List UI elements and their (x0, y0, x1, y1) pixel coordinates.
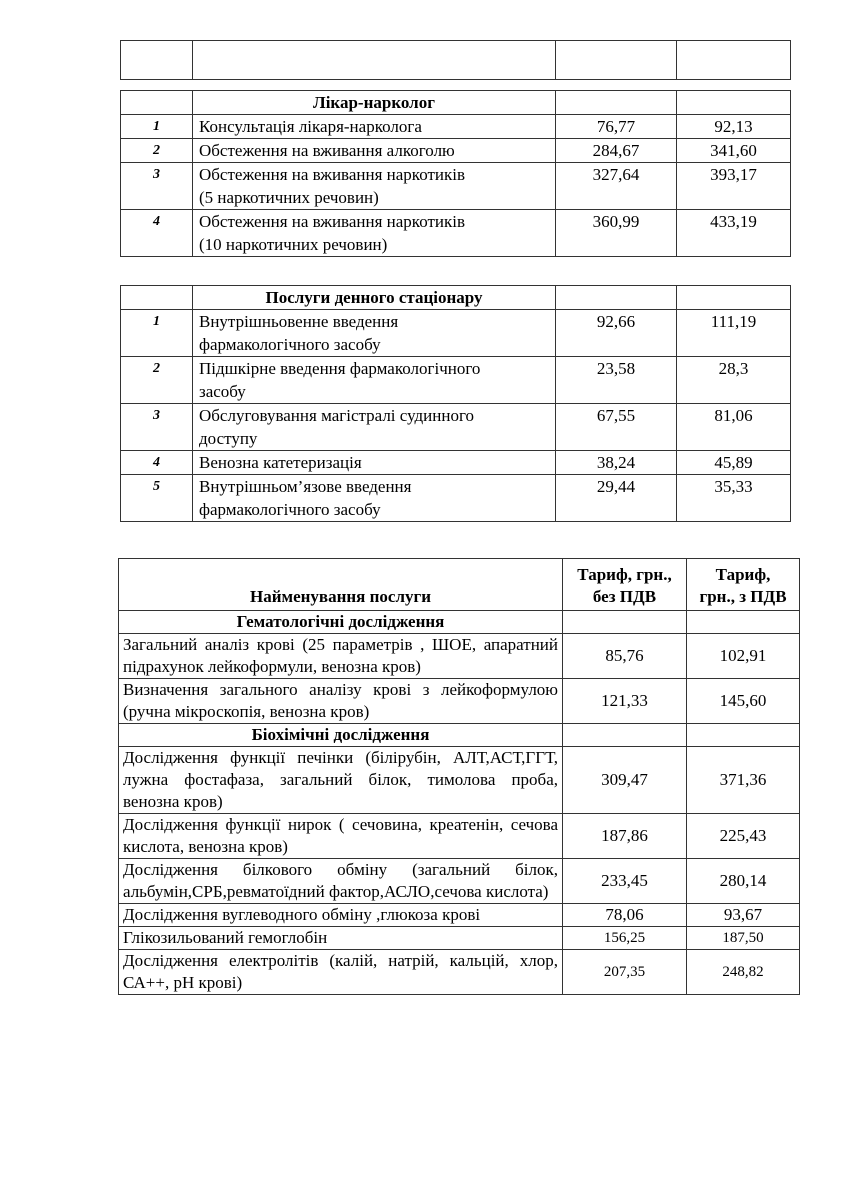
price-with-vat: 187,50 (687, 927, 800, 950)
table-row (119, 904, 800, 927)
lab-tests-table (118, 558, 800, 995)
price-with-vat: 280,14 (687, 859, 800, 904)
service-name: Венозна катетеризація (193, 451, 556, 475)
service-name: Консультація лікаря-нарколога (193, 115, 556, 139)
price: 327,64 (556, 163, 677, 210)
header-line: Тариф, грн., (577, 565, 672, 584)
table-row (121, 139, 791, 163)
price: 360,99 (556, 210, 677, 257)
service-name: Дослідження функції нирок ( сечовина, креатенін, сечова кислота, венозна кров) (119, 814, 563, 859)
row-number: 5 (121, 475, 193, 522)
price-with-vat: 341,60 (677, 139, 791, 163)
price-with-vat: 35,33 (677, 475, 791, 522)
table-row (121, 310, 791, 357)
row-number: 4 (121, 210, 193, 257)
service-name (193, 210, 556, 257)
column-header-name: Найменування послуги (119, 559, 563, 611)
price: 207,35 (563, 950, 687, 995)
table-row (121, 41, 791, 80)
service-name-line: Внутрішньом’язове введення (199, 477, 412, 496)
price: 29,44 (556, 475, 677, 522)
header-line: грн., з ПДВ (699, 587, 787, 606)
price-with-vat: 92,13 (677, 115, 791, 139)
table-row (119, 814, 800, 859)
service-name: Обстеження на вживання алкоголю (193, 139, 556, 163)
section-header-row (119, 724, 800, 747)
price: 156,25 (563, 927, 687, 950)
day-hospital-table (120, 285, 791, 522)
header-line: без ПДВ (592, 587, 657, 606)
row-number: 2 (121, 357, 193, 404)
service-name-line: засобу (199, 382, 246, 401)
service-name (193, 163, 556, 210)
service-name: Загальний аналіз крові (25 параметрів , ШОЕ, апаратний підрахунок лейкоформули, венозна кров) (119, 634, 563, 679)
service-name: Глікозильований гемоглобін (119, 927, 563, 950)
empty-cell (121, 41, 193, 80)
price-with-vat: 45,89 (677, 451, 791, 475)
service-name-line: Обслуговування магістралі судинного (199, 406, 475, 425)
service-name-line: (5 наркотичних речовин) (199, 188, 379, 207)
service-name-line: Обстеження на вживання наркотиків (199, 165, 466, 184)
table-row (121, 404, 791, 451)
row-number: 1 (121, 310, 193, 357)
table-row (121, 210, 791, 257)
column-header-tariff-vat (687, 559, 800, 611)
price-with-vat: 225,43 (687, 814, 800, 859)
empty-cell (677, 41, 791, 80)
empty-cell (556, 41, 677, 80)
service-name-line: доступу (199, 429, 258, 448)
service-name: Дослідження електролітів (калій, натрій, кальцій, хлор, СА++, рН крові) (119, 950, 563, 995)
price: 85,76 (563, 634, 687, 679)
section-header-row (121, 286, 791, 310)
service-name: Дослідження вуглеводного обміну ,глюкоза крові (119, 904, 563, 927)
table-row (121, 115, 791, 139)
price-with-vat: 248,82 (687, 950, 800, 995)
service-name (193, 404, 556, 451)
table-row (121, 357, 791, 404)
table-row (119, 950, 800, 995)
table-row (121, 475, 791, 522)
price: 92,66 (556, 310, 677, 357)
price-with-vat: 371,36 (687, 747, 800, 814)
narcologist-table (120, 90, 791, 257)
price-with-vat: 393,17 (677, 163, 791, 210)
section-title: Послуги денного стаціонару (193, 286, 556, 310)
service-name-line: фармакологічного засобу (199, 500, 381, 519)
price: 284,67 (556, 139, 677, 163)
price-with-vat: 433,19 (677, 210, 791, 257)
price: 23,58 (556, 357, 677, 404)
price: 121,33 (563, 679, 687, 724)
section-title: Біохімічні дослідження (119, 724, 563, 747)
price: 38,24 (556, 451, 677, 475)
price-with-vat: 93,67 (687, 904, 800, 927)
price: 78,06 (563, 904, 687, 927)
row-number: 3 (121, 163, 193, 210)
header-line: Тариф, (715, 565, 771, 584)
row-number: 1 (121, 115, 193, 139)
price-with-vat: 102,91 (687, 634, 800, 679)
service-name (193, 475, 556, 522)
service-name-line: (10 наркотичних речовин) (199, 235, 388, 254)
service-name-line: фармакологічного засобу (199, 335, 381, 354)
price-with-vat: 111,19 (677, 310, 791, 357)
table-row (119, 859, 800, 904)
service-name-line: Підшкірне введення фармакологічного (199, 359, 481, 378)
table-row (121, 163, 791, 210)
previous-table-fragment (120, 40, 791, 80)
service-name: Дослідження функції печінки (білірубін, АЛТ,АСТ,ГГТ, лужна фостафаза, загальний білок, тимолова проба, венозна кров) (119, 747, 563, 814)
service-name: Дослідження білкового обміну (загальний білок, альбумін,СРБ,ревматоїдний фактор,АСЛО,сечова кислота) (119, 859, 563, 904)
price: 187,86 (563, 814, 687, 859)
column-header-tariff (563, 559, 687, 611)
service-name (193, 357, 556, 404)
row-number: 3 (121, 404, 193, 451)
section-title: Лікар-нарколог (193, 91, 556, 115)
service-name (193, 310, 556, 357)
price: 233,45 (563, 859, 687, 904)
row-number: 4 (121, 451, 193, 475)
section-header-row (121, 91, 791, 115)
price: 67,55 (556, 404, 677, 451)
price: 76,77 (556, 115, 677, 139)
header-row (119, 559, 800, 611)
service-name: Визначення загального аналізу крові з лейкоформулою (ручна мікроскопія, венозна кров) (119, 679, 563, 724)
service-name-line: Внутрішньовенне введення (199, 312, 399, 331)
table-row (119, 927, 800, 950)
table-row (119, 679, 800, 724)
section-title: Гематологічні дослідження (119, 611, 563, 634)
price-with-vat: 145,60 (687, 679, 800, 724)
price-with-vat: 81,06 (677, 404, 791, 451)
price-with-vat: 28,3 (677, 357, 791, 404)
row-number: 2 (121, 139, 193, 163)
table-row (119, 634, 800, 679)
empty-cell (193, 41, 556, 80)
table-row (121, 451, 791, 475)
service-name-line: Обстеження на вживання наркотиків (199, 212, 466, 231)
price: 309,47 (563, 747, 687, 814)
table-row (119, 747, 800, 814)
section-header-row (119, 611, 800, 634)
